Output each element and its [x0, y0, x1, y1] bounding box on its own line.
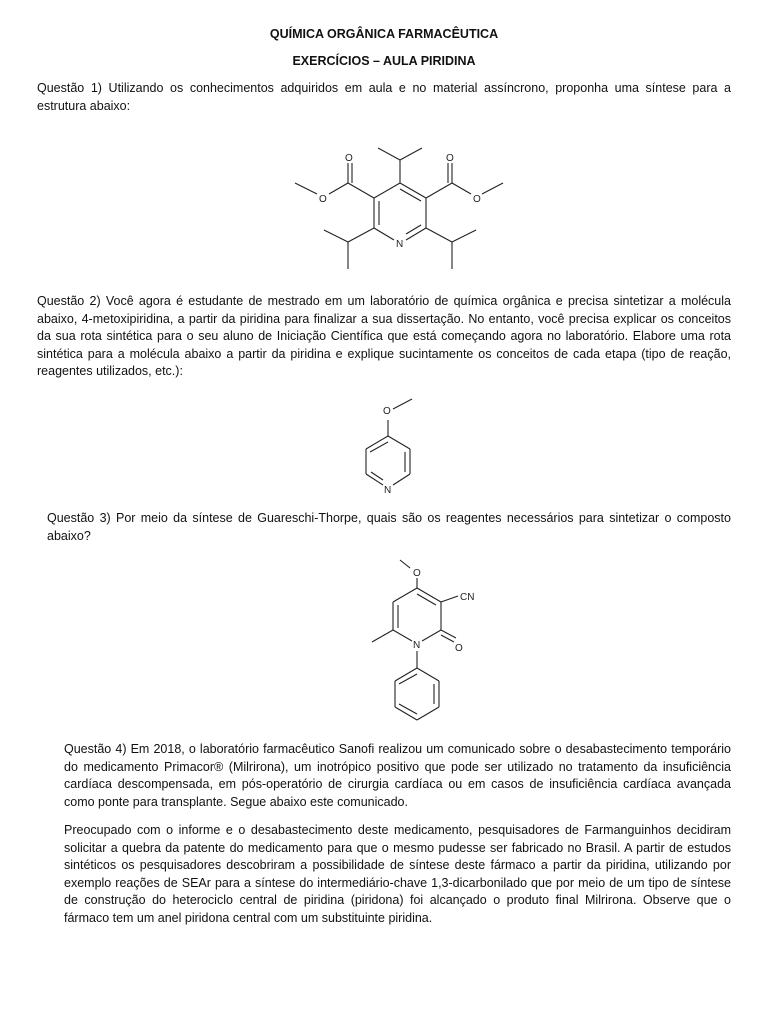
carbonyl-oxygen-label: O: [455, 643, 463, 654]
ring-nitrogen-label: N: [384, 485, 392, 496]
left-carbonyl-oxygen-label: O: [345, 153, 353, 164]
methoxy-oxygen-label: O: [383, 406, 391, 417]
methoxy-oxygen-label: O: [413, 568, 421, 579]
right-carbonyl-oxygen-label: O: [446, 153, 454, 164]
document-title: QUÍMICA ORGÂNICA FARMACÊUTICA: [269, 27, 499, 41]
ring-nitrogen-label: N: [413, 640, 421, 651]
question-4-followup: Preocupado com o informe e o desabastecimento deste medicamento, pesquisadores de Farmanguinhos decidiram solicitar a quebra da patente do medicamento para que o mesmo pudesse ser fabricado no Brasil. A partir de estudos sintéticos os pesquisadores descobriram a possibilidade de síntese deste fármaco a partir da piridina, utilizando por exemplo reações de SEAr para a síntese do intermediário-chave 1,3-dicarbonilado que por meio de um tipo de síntese de construção do heterociclo central de piridina (piridona) foi alcançado o produto final Milrirona. Observe que o fármaco tem um anel piridona central com um substituinte piridina.: [64, 823, 731, 925]
left-ester-oxygen-label: O: [319, 194, 327, 205]
question-1-structure: [290, 136, 510, 281]
question-3-structure: [360, 558, 480, 728]
question-2-structure: [350, 392, 430, 502]
question-2-text: Questão 2) Você agora é estudante de mestrado em um laboratório de química orgânica e precisa sintetizar a molécula abaixo, 4-metoxipiridina, a partir da piridina para finalizar a sua dissertação. No entanto, você precisa explicar os conceitos da sua rota sintética para o seu aluno de Iniciação Científica que está começando agora no laboratório. Elabore uma rota sintética para a molécula abaixo a partir da piridina e explique sucintamente os conceitos de cada etapa (tipo de reação, reagentes utilizados, etc.):: [37, 294, 731, 379]
document-subtitle: EXERCÍCIOS – AULA PIRIDINA: [292, 54, 476, 68]
question-1-text: Questão 1) Utilizando os conhecimentos adquiridos em aula e no material assíncrono, proponha uma síntese para a estrutura abaixo:: [37, 81, 731, 113]
right-ester-oxygen-label: O: [473, 194, 481, 205]
question-4-text: Questão 4) Em 2018, o laboratório farmacêutico Sanofi realizou um comunicado sobre o desabastecimento temporário do medicamento Primacor® (Milrirona), um inotrópico positivo que pode ser utilizado no tratamento da insuficiência cardíaca descompensada, em pós-operatório de cirurgia cardíaca ou em casos de insuficiência cardíaca avançada como ponte para transplante. Segue abaixo este comunicado.: [64, 742, 731, 809]
nitrile-label: CN: [460, 592, 475, 603]
question-3-text: Questão 3) Por meio da síntese de Guareschi-Thorpe, quais são os reagentes necessários para sintetizar o composto abaixo?: [47, 511, 731, 543]
ring-nitrogen-label: N: [396, 239, 404, 250]
